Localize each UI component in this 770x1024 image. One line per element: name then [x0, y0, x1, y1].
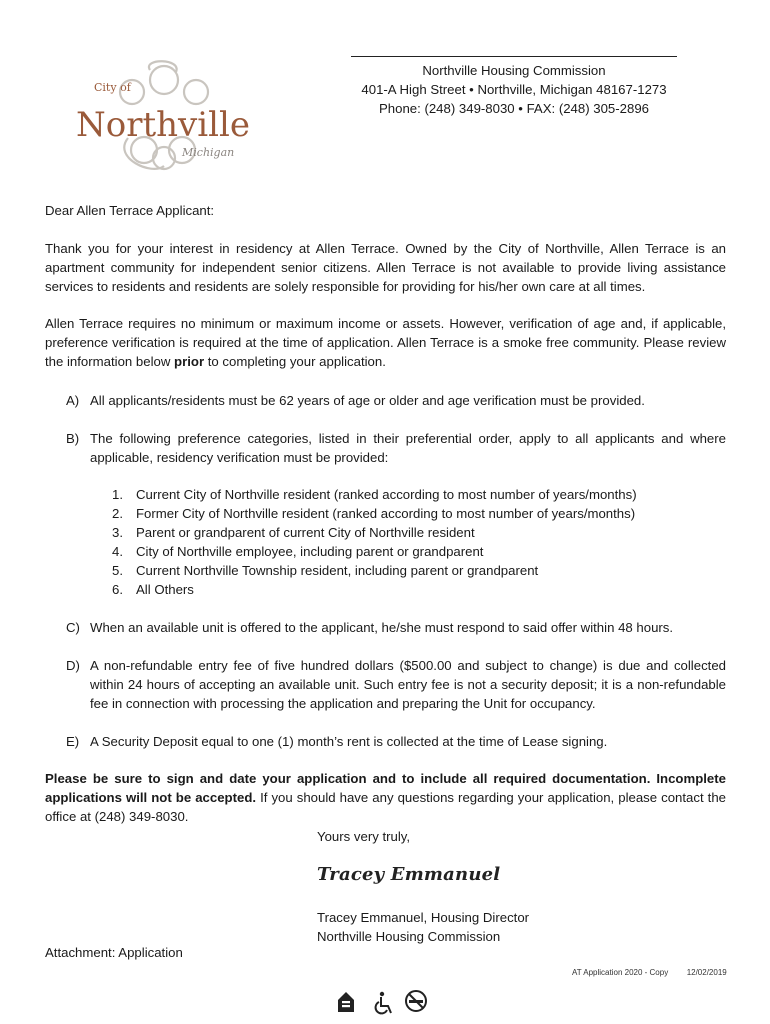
list-text: Current Northville Township resident, including parent or grandparent: [136, 563, 539, 578]
item-d-label: D): [66, 658, 80, 673]
item-b-label: B): [66, 431, 80, 446]
list-text: Current City of Northville resident (ranked according to most number of years/months): [136, 487, 637, 502]
city-logo: [72, 58, 252, 176]
list-text: City of Northville employee, including parent or grandparent: [136, 544, 484, 559]
list-num: 1.: [112, 487, 123, 502]
signer-org: Northville Housing Commission: [317, 929, 501, 944]
list-num: 4.: [112, 544, 123, 559]
no-smoking-icon: [406, 991, 426, 1011]
header-rule: [351, 56, 677, 57]
equal-housing-icon: [338, 992, 354, 1012]
attachment-note: Attachment: Application: [45, 945, 183, 960]
item-e-text: A Security Deposit equal to one (1) month’s rent is collected at the time of Lease signing.: [90, 734, 608, 749]
footer-date: 12/02/2019: [686, 968, 727, 977]
item-c-text: When an available unit is offered to the applicant, he/she must respond to said offer within 48 hours.: [90, 620, 674, 635]
closing-after: If you should have any questions regarding your application, please contact the office at (248) 349-8030.: [45, 790, 727, 825]
req-text-after: to completing your application.: [204, 354, 386, 370]
list-num: 5.: [112, 563, 123, 578]
closing-bold: Please be sure to sign and date your application and to include all required documentation. Incomplete applications will not be accepted.: [45, 771, 726, 806]
logo-city-of: City of: [94, 81, 131, 94]
list-num: 2.: [112, 506, 123, 521]
item-a-text: All applicants/residents must be 62 years of age or older and age verification must be provided.: [90, 393, 645, 408]
valediction: Yours very truly,: [317, 829, 411, 844]
item-a-label: A): [66, 393, 80, 408]
list-text: Parent or grandparent of current City of Northville resident: [136, 525, 475, 540]
logo-northville: Northville: [76, 105, 250, 145]
requirements-paragraph: [45, 314, 726, 372]
req-text-bold: prior: [174, 354, 205, 370]
item-d-text: A non-refundable entry fee of five hundred dollars ($500.00 and subject to change) is due and collected within 24 hours of accepting an available unit. Such entry fee is not a security deposit; it is a non-refundable fee in connection with processing the application and preparing the Unit for occupancy.: [90, 658, 726, 712]
list-num: 6.: [112, 582, 123, 597]
intro-paragraph: Thank you for your interest in residency at Allen Terrace. Owned by the City of Northville, Allen Terrace is an apartment community for independent senior citizens. Allen Terrace is not available to provide living assistance services to residents and residents are solely responsible for providing for his/her own care at all times.: [45, 241, 726, 295]
signature: Tracey Emmanuel: [317, 864, 501, 885]
closing-paragraph: [45, 769, 726, 827]
letterhead: [330, 56, 698, 118]
item-c-label: C): [66, 620, 80, 635]
req-text-before: Allen Terrace requires no minimum or maximum income or assets. However, verification of age and, if applicable, preference verification is required at the time of application. Allen Terrace is a smoke free community. Please review the information below: [45, 316, 726, 370]
salutation: Dear Allen Terrace Applicant:: [45, 203, 215, 218]
wheelchair-icon: [376, 992, 391, 1014]
item-b-text: The following preference categories, listed in their preferential order, apply to all applicants and where applicable, residency verification must be provided:: [90, 431, 726, 466]
footer-icons: [336, 988, 436, 1018]
list-text: Former City of Northville resident (ranked according to most number of years/months): [136, 506, 636, 521]
list-num: 3.: [112, 525, 123, 540]
footer-doc: AT Application 2020 - Copy: [572, 968, 669, 977]
list-text: All Others: [136, 582, 194, 597]
header-address: 401-A High Street • Northville, Michigan 48167-1273: [361, 82, 667, 97]
header-phone: Phone: (248) 349-8030 • FAX: (248) 305-2896: [378, 101, 649, 116]
header-org: Northville Housing Commission: [422, 63, 606, 78]
item-e-label: E): [66, 734, 80, 749]
signer-title: Tracey Emmanuel, Housing Director: [317, 910, 530, 925]
logo-michigan: Michigan: [182, 146, 235, 159]
footer: [572, 968, 727, 977]
